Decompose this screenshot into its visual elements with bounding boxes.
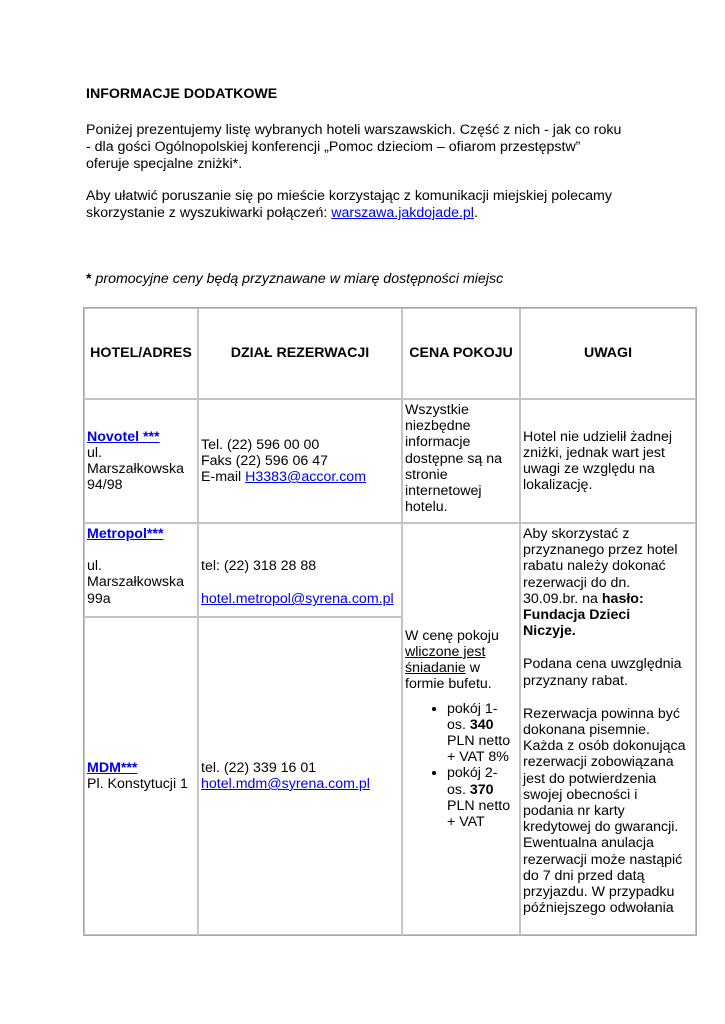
mdm-address-cell <box>84 617 198 935</box>
remarks-line: Rezerwacja powinna być <box>523 705 680 722</box>
price-buffet: formie bufetu. <box>405 676 492 693</box>
novotel-link[interactable]: Novotel *** <box>87 428 160 445</box>
header-price: CENA POKOJU <box>402 308 520 399</box>
mdm-link[interactable]: MDM*** <box>87 759 138 776</box>
remarks-date: 30.09.br. na <box>523 590 602 607</box>
note-star: * <box>86 271 92 287</box>
shared-remarks-cell <box>520 523 696 935</box>
remarks-line: dokonana pisemnie. <box>523 722 650 739</box>
remarks-line: Ewentualna anulacja <box>523 835 654 852</box>
hotels-table <box>83 307 697 936</box>
novotel-email-line <box>201 469 399 485</box>
price-room-type: • pokój 1- <box>447 700 498 717</box>
intro-paragraph <box>86 122 656 173</box>
mdm-email-link[interactable]: hotel.mdm@syrena.com.pl <box>201 776 370 792</box>
price-room-type: • pokój 2- <box>447 765 498 782</box>
price-breakfast-line <box>405 660 517 676</box>
remarks-line: zniżki, jednak wart jest <box>523 444 665 461</box>
price-prefix: os. <box>447 716 470 733</box>
price-item-single <box>447 701 517 766</box>
price-line: niezbędne <box>405 418 471 435</box>
mdm-phone: tel. (22) 339 16 01 <box>201 759 317 776</box>
novotel-remarks-cell <box>520 399 696 523</box>
header-remarks: UWAGI <box>520 308 696 399</box>
novotel-price-cell <box>402 399 520 523</box>
address-line: ul. <box>87 444 102 461</box>
remarks-line: Podana cena uwzględnia <box>523 656 682 673</box>
novotel-contact-cell <box>198 399 402 523</box>
table-row-novotel <box>84 399 696 523</box>
intro-line: Poniżej prezentujemy listę wybranych hoteli warszawskich. Część z nich - jak co roku <box>86 122 622 138</box>
price-amount-line <box>447 717 517 733</box>
price-list <box>405 701 517 831</box>
jakdojade-link[interactable]: warszawa.jakdojade.pl <box>331 205 474 221</box>
email-label: E-mail <box>201 469 246 486</box>
metropol-email-link[interactable]: hotel.metropol@syrena.com.pl <box>201 591 394 608</box>
remarks-line: kredytowej do gwarancji. <box>523 819 679 836</box>
price-prefix: os. <box>447 781 470 798</box>
table-header-row <box>84 308 696 399</box>
remarks-line: swojej obecności i <box>523 786 638 803</box>
transport-line <box>86 205 656 222</box>
price-amount: 370 <box>469 781 494 798</box>
transport-text: skorzystanie z wyszukiwarki połączeń: <box>86 205 332 221</box>
price-breakfast: śniadanie <box>405 660 466 677</box>
price-amount: 340 <box>469 716 494 733</box>
remarks-line: rezerwacji do dn. <box>523 574 631 591</box>
price-vat: + VAT <box>447 814 485 831</box>
note-text: promocyjne ceny będą przyznawane w miarę dostępności miejsc <box>91 271 504 287</box>
address-line: 99a <box>87 590 111 607</box>
remarks-line: Aby skorzystać z <box>523 526 630 542</box>
price-line: Wszystkie <box>405 402 469 418</box>
remarks-line: późniejszego odwołania <box>523 900 674 917</box>
price-line: informacje <box>405 434 471 451</box>
transport-suffix: . <box>473 205 478 221</box>
table-row-metropol <box>84 523 696 617</box>
price-line: hotelu. <box>405 499 448 516</box>
remarks-line: Każda z osób dokonująca <box>523 738 686 755</box>
remarks-line: przyznany rabat. <box>523 672 628 689</box>
price-vat: + VAT 8% <box>447 749 509 766</box>
header-reservations: DZIAŁ REZERWACJI <box>198 308 402 399</box>
address-line: Marszałkowska <box>87 461 184 477</box>
remarks-line: rezerwacji może nastąpić <box>523 851 683 868</box>
remarks-line: podania nr karty <box>523 803 625 820</box>
mdm-address: Pl. Konstytucji 1 <box>87 776 188 792</box>
intro-line: oferuje specjalne zniżki*. <box>86 156 243 172</box>
metropol-link[interactable]: Metropol*** <box>87 526 164 542</box>
price-line: internetowej <box>405 483 482 500</box>
remarks-line: uwagi ze względu na <box>523 461 655 477</box>
price-included: wliczone jest <box>405 643 486 660</box>
address-line: 94/98 <box>87 477 123 494</box>
header-hotel: HOTEL/ADRES <box>84 308 198 399</box>
remarks-line: rezerwacji zobowiązana <box>523 754 674 771</box>
remarks-line: przyznanego przez hotel <box>523 542 678 559</box>
transport-paragraph <box>86 188 656 222</box>
address-line: ul. <box>87 558 102 575</box>
transport-line: Aby ułatwić poruszanie się po mieście korzystając z komunikacji miejskiej polecamy <box>86 188 612 204</box>
remarks-line: jest do potwierdzenia <box>523 770 657 787</box>
novotel-phone: Tel. (22) 596 00 00 <box>201 436 320 453</box>
price-item-double <box>447 765 517 830</box>
remarks-line <box>523 591 693 607</box>
novotel-fax: Faks (22) 596 06 47 <box>201 452 328 469</box>
intro-line: - dla gości Ogólnopolskiej konferencji „Pomoc dzieciom – ofiarom przestępstw” <box>86 139 581 155</box>
novotel-address-cell <box>84 399 198 523</box>
remarks-line: przyjazdu. W przypadku <box>523 884 675 901</box>
page-heading: INFORMACJE DODATKOWE <box>86 86 278 102</box>
promo-note <box>86 271 503 287</box>
price-currency: PLN netto <box>447 733 511 749</box>
price-suffix: w <box>465 660 480 677</box>
price-amount-line <box>447 782 517 798</box>
metropol-contact-cell <box>198 523 402 617</box>
address-line: Marszałkowska <box>87 574 184 591</box>
shared-price-cell <box>402 523 520 935</box>
price-line: stronie <box>405 466 448 483</box>
remarks-line: do 7 dni przed datą <box>523 867 645 884</box>
remarks-password-label: hasło: <box>601 590 644 607</box>
price-currency: PLN netto <box>447 797 511 814</box>
price-line: dostępne są na <box>405 450 503 467</box>
metropol-phone: tel: (22) 318 28 88 <box>201 558 317 574</box>
mdm-contact-cell <box>198 617 402 935</box>
novotel-email-link[interactable]: H3383@accor.com <box>245 469 367 486</box>
remarks-line: Hotel nie udzielił żadnej <box>523 428 673 445</box>
price-intro: W cenę pokoju <box>405 627 499 644</box>
metropol-address-cell <box>84 523 198 617</box>
remarks-password: Niczyje. <box>523 623 576 640</box>
remarks-line: lokalizację. <box>523 477 593 494</box>
remarks-password: Fundacja Dzieci <box>523 607 631 624</box>
remarks-line: rabatu należy dokonać <box>523 558 666 575</box>
